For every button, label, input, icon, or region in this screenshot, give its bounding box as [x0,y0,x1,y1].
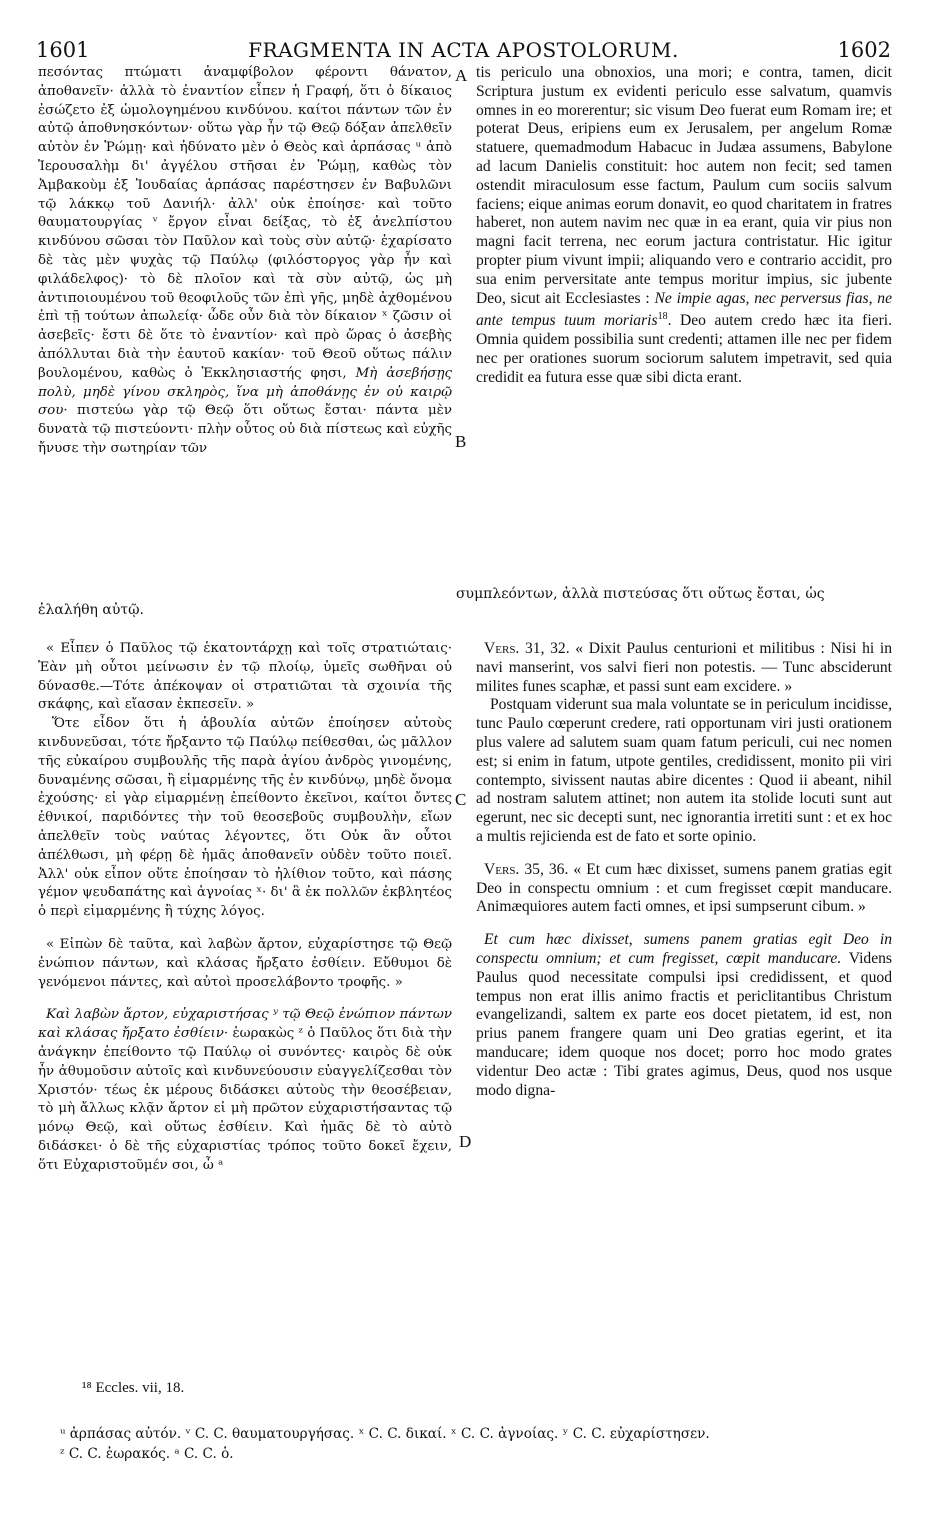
greek-paragraph-4: « Εἰπὼν δὲ ταῦτα, καὶ λαβὼν ἄρτον, εὐχαρίστησε τῷ Θεῷ ἐνώπιον πάντων, καὶ κλάσας ἤρξατο ἐσθίειν. Εὔθυμοι δὲ γενόμενοι πάντες, καὶ αὐτοὶ προσελάβοντο τροφῆς. » [38,936,452,990]
latin-paragraph-2 [476,640,892,696]
margin-marker-d: D [459,1132,472,1151]
greek-paragraph-3: Ὅτε εἶδον ὅτι ἡ ἀβουλία αὐτῶν ἐποίησεν αὐτοὺς κινδυνεῦσαι, τότε ἤρξαντο τῷ Παύλῳ πείθεσθαι, ὡς μᾶλλον τῆς εὐκαίρου συμβουλῆς τῆς παρὰ ἁγίου ἀνδρὸς γινομένης, δυναμένης σῶσαι, ἢ εἱμαρμένης τῆς ἐν κινδύνῳ, μηδὲ ὄνομα ἐχούσης· εἰ γὰρ εἱμαρμένῃ ἐπείθοντο ἐκεῖνοι, καίτοι ὄντες ἐθνικοί, παριδόντες τὴν τοῦ θεοσεβοῦς συμβουλὴν, εἴων ἀπελθεῖν τοὺς ναύτας λέγοντες, ὅτι Οὐκ ἂν οὗτοι ἀπέλθωσι, μὴ φέρῃ δὲ ἡμᾶς ἀποθανεῖν οὐδὲν τοῦτο ποιεῖ. Ἀλλ' οὐκ εἶπον οὕτε ἐποίησαν τὸ ἠλίθιον τοῦτο, καὶ πάσης γέμον ψευδαπάτης καὶ ἀγνοίας ˣ· δι' ἃ ἐκ πολλῶν ἐκβλητέος ὁ περὶ εἱμαρμένης ἢ τύχης λόγος. [38,716,452,920]
margin-marker-a: A [455,66,468,85]
greek-quote: Μὴ ἀσεβήσῃς πολὺ, μηδὲ γίνου σκληρὸς, ἵνα μὴ ἀποθάνῃς ἐν οὐ καιρῷ σου· [38,365,452,419]
spanning-line [38,586,892,618]
footnote-ref: 18 [657,311,668,323]
verse-label: Vers. 35, 36. [484,860,569,878]
greek-span-line-end: ἐλαλήθη αὐτῷ. [38,602,144,618]
latin-paragraph-5 [476,931,892,1100]
variant-line: ᶻ C. C. ἑωρακός. ᵃ C. C. ὁ. [60,1446,234,1462]
footnote: ¹⁸ Eccles. vii, 18. [82,1380,185,1396]
greek-span-line: συμπλεόντων, ἀλλὰ πιστεύσας ὅτι οὕτως ἔσται, ὡς [456,586,825,602]
latin-text: tis periculo una obnoxios, una mori; e contra, tamen, dicit Scriptura justum ex evidenti periculo esse salvatum, quamvis omnes in eo morerentur; sic visum Deo fuerat eum Romam ire; et poterat Deus, eripiens eum ex Jerusalem, per angelum Romæ statuere, quemadmodum Habacuc in Judæa assumens, Babylone ad lacum Danielis constituit: hoc autem non fecit; sed tamen ostendit miraculosum esse factum, Paulum cum sociis salvum faciens; eique animas eorum donavit, eo quod charitatem in fratres haberet, non autem navim nec quæ in ea erant, quia vir pius non magni facit terrena, nec eorum jactura contristatur. Hic igitur propter pium vivunt impii; aliquando vero e contrario accidit, pro sua enim perversitate ante tempus moritur impius, sic jubente Deo, sicut ait Ecclesiastes : [476,64,892,307]
running-title: FRAGMENTA IN ACTA APOSTOLORUM. [248,38,679,62]
page-number-left: 1601 [36,38,90,62]
latin-quote: Et cum hæc dixisset, sumens panem gratias egit Deo in conspectu omnium; et cum fregisset, cœpit manducare. [476,931,892,967]
greek-text: πεσόντας πτώματι ἀναμφίβολον φέροντι θάνατον, ἀποθανεῖν· ἀλλὰ τὸ ἐναντίον εἶπεν ἡ Γραφή, ὅτι ὁ δίκαιος ἐσώζετο ἐξ ὡμολογημένου κινδύνου. καίτοι πάντων τῶν ἐν αὐτῷ ἀποθνησκόντων· οὕτω γὰρ ἦν τῷ Θεῷ δόξαν ἀπελθεῖν αὐτὸν ἐν Ῥώμῃ· καὶ ἠδύνατο μὲν ὁ Θεὸς καὶ ἁρπάσας ᵘ ἀπὸ Ἱερουσαλὴμ δι' ἀγγέλου στῆσαι ἐν Ῥώμῃ, καθὼς τὸν Ἀμβακοὺμ ἐξ Ἰουδαίας ἁρπάσας παρέστησεν ἐν Βαβυλῶνι τῷ λάκκῳ τοῦ Δανιήλ· ἀλλ' οὐκ ἐποίησε· καὶ τοῦτο θαυματουργίας ᵛ ἔργον εἶναι δείξας, τὸ ἐξ ἀνελπίστου κινδύνου σῶσαι τὸν Παῦλον καὶ τοὺς σὺν αὐτῷ· ἐχαρίσατο δὲ τὰς μὲν ψυχὰς τῷ Παύλῳ (φιλόστοργος γὰρ ἦν καὶ φιλάδελφος)· τὸ δὲ πλοῖον καὶ τὰ σὺν αὐτῷ, ὡς μὴ ἀντιποιουμένου τοῦ θεοφιλοῦς τῶν ἐπὶ γῆς, μηδὲ ἀχθομένου ἐπὶ τῇ τούτων ἀπωλείᾳ· ὧδε οὖν διὰ τὸν δίκαιον ˣ ζῶσιν οἱ ἀσεβεῖς· ἔστι δὲ ὅτε τὸ ἐναντίον· καὶ πρὸ ὥρας ὁ ἀσεβὴς ἀπόλλυται διὰ τὴν ἑαυτοῦ κακίαν· τοῦ Θεοῦ οὕτως πάλιν βουλομένου, καθὼς ὁ Ἐκκλησιαστής φησι, [38,65,452,381]
variant-readings [60,1424,890,1464]
margin-marker-b: B [455,432,467,451]
greek-paragraph-2: « Εἶπεν ὁ Παῦλος τῷ ἑκατοντάρχῃ καὶ τοῖς στρατιώταις· Ἐὰν μὴ οὗτοι μείνωσιν ἐν τῷ πλοίῳ, ὑμεῖς σωθῆναι οὐ δύνασθε.—Τότε ἀπέκοψαν οἱ στρατιῶται τὰ σχοινία τῆς σκάφης, καὶ εἴασαν ἐκπεσεῖν. » [38,641,452,713]
margin-marker-c: C [455,790,467,809]
verse-label: Vers. 31, 32. [484,640,570,657]
latin-text: « Dixit Paulus centurioni et militibus : Nisi hi in navi manserint, vos salvi fieri non potestis. — Tunc absciderunt milites funes scaphæ, et passi sunt eam excidere. » [476,640,892,695]
greek-paragraph-5 [38,1006,452,1175]
page-header [36,36,891,66]
latin-paragraph-1 [476,64,892,586]
greek-paragraph-1 [38,64,452,586]
greek-quote: Καὶ λαβὼν ἄρτον, εὐχαριστήσας ʸ τῷ Θεῷ ἐνώπιον πάντων καὶ κλάσας ἤρξατο ἐσθίειν· [38,1007,452,1042]
latin-paragraph-4 [476,861,892,917]
latin-text: . Deo autem credo hæc ita fieri. Omnia quidem possibilia sunt credenti; attamen ille nec per fidem nec per orationes suorum sociorum salutem impetravit, sed quia credidit ea futura esse quæ sibi dicta erant. [476,312,892,386]
latin-quote: Ne impie agas, nec perversus fias, ne ante tempus tuum moriaris [476,289,892,330]
greek-text: ἑωρακὼς ᶻ ὁ Παῦλος ὅτι διὰ τὴν ἀνάγκην ἐπείθοντο τῷ Παύλῳ οἱ συνόντες· καιρὸς δὲ οὐκ ἦν ἀθυμοῦσιν αὐτοῖς καὶ κινδυνεύουσιν εὐαγγελίζεσθαι τὸν Χριστόν· τέως ἐκ μέρους διδάσκει αὐτοὺς τὴν θεοσέβειαν, τὸ μὴ ἄλλως κλᾷν ἄρτον εἰ μὴ πρῶτον εὐχαριστήσαντας τῷ μόνῳ Θεῷ, καὶ οὕτως ἐσθίειν. Καὶ ἡμᾶς δὲ τὸ αὐτὸ διδάσκει· ὁ δὲ τῆς εὐχαριστίας τρόπος τοῦτο δοκεῖ ἔχειν, ὅτι Εὐχαριστοῦμέν σοι, ὦ ᵃ [38,1026,453,1173]
latin-column-lower [476,640,892,1100]
page-number-right: 1602 [837,38,891,62]
greek-text: πιστεύω γὰρ τῷ Θεῷ ὅτι οὕτως ἔσται· πάντα μὲν δυνατὰ τῷ πιστεύοντι· πλὴν οὗτος οὐ διὰ πίστεως καὶ εὐχῆς ἤνυσε τὴν σωτηρίαν τῶν [38,403,452,456]
variant-line: ᵘ ἁρπάσας αὐτόν. ᵛ C. C. θαυματουργήσας. ˣ C. C. δικαί. ˣ C. C. ἀγνοίας. ʸ C. C. εὐχαρίστησεν. [60,1426,710,1442]
latin-text: « Et cum hæc dixisset, sumens panem gratias egit Deo in conspectu omnium : et cum fregisset cœpit manducare. Animæquiores autem facti omnes, et ipsi sumpserunt cibum. » [476,860,892,916]
greek-column [38,64,452,586]
greek-column-lower [38,640,452,1176]
latin-text: Videns Paulus quod necessitate compulsi ipsi credidissent, et quod tempus non erat illis animo fractis et periclitantibus Christum evangelizandi, saltem ex parte eos docet pietatem, id est, non prius panem frangere quam uni Deo gratias egerint, et ita manducare; idem quoque nos docet; porro hoc modo grates videntur Deo actæ : Tibi grates agimus, Deus, quod nos usque modo digna- [476,949,892,1099]
latin-column [476,64,892,586]
latin-paragraph-3: Postquam viderunt sua mala voluntate se in periculum incidisse, tunc Paulo cœperunt credere, rati opportunam viri justi orationem plus valere ad salutem suam quam fatum periculi, cui nec nomen est; si enim in fatum, utpote gentiles, credidissent, monito pii viri contempto, sivissent nautas abire dicentes : Quod ii abeant, nihil ad nostram salutem attinet; non autem ita stolide locuti sunt aut egerunt, nec sic decepti sunt, nec ignorantia irretiti sunt : et ex hoc a multis rejicienda est de fato et sorte opinio. [476,696,892,845]
